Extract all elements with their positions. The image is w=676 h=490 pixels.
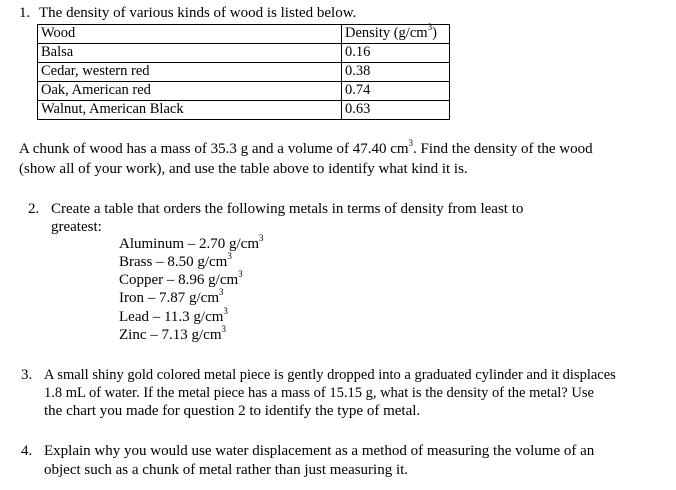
q1-number: 1. [19,5,31,21]
wood-density: 0.16 [342,44,450,63]
q2-line2: greatest: [51,219,102,235]
table-row [38,44,450,63]
q4-number: 4. [21,443,33,459]
metal-lead: Lead – 11.3 $g/cm^3$ [119,306,228,325]
q3-line2: 1.8 mL of water. If the metal piece has a mass of 15.15 g, what is the density of the metal? Use [44,385,594,401]
table-row [38,82,450,101]
q1-problem-line2: (show all of your work), and use the table above to identify what kind it is. [19,161,468,177]
metal-brass: Brass – 8.50 $g/cm^3$ [119,251,232,270]
wood-name: Walnut, American Black [38,101,342,120]
wood-density-table [37,24,450,120]
header-wood: Wood [38,25,342,44]
q4-line1: Explain why you would use water displacement as a method of measuring the volume of an [44,443,595,459]
q3-number: 3. [21,367,33,383]
wood-density: 0.38 [342,63,450,82]
q2-line1: Create a table that orders the following metals in terms of density from least to [51,201,524,217]
metal-zinc: Zinc – 7.13 $g/cm^3$ [119,324,226,343]
wood-name: Oak, American red [38,82,342,101]
metal-aluminum: Aluminum – 2.70 $g/cm^3$ [119,233,264,252]
metal-iron: Iron – 7.87 $g/cm^3$ [119,287,224,306]
q3-line3: the chart you made for question 2 to identify the type of metal. [44,403,421,419]
wood-name: Cedar, western red [38,63,342,82]
table-row [38,101,450,120]
header-density: Density $(g/cm^3)$ [342,25,450,44]
q4-line2: object such as a chunk of metal rather than just measuring it. [44,462,409,478]
wood-name: Balsa [38,44,342,63]
wood-density: 0.74 [342,82,450,101]
q1-problem-line1: A chunk of wood has a mass of 35.3 g and a volume of 47.40 $cm^3$. Find the density of the wood [19,138,593,157]
q3-line1: A small shiny gold colored metal piece is gently dropped into a graduated cylinder and it displaces [44,367,616,383]
q1-prompt: The density of various kinds of wood is listed below. [39,5,357,21]
q2-number: 2. [28,201,40,217]
table-header-row [38,25,450,44]
metal-copper: Copper – 8.96 $g/cm^3$ [119,269,243,288]
table-row [38,63,450,82]
wood-density: 0.63 [342,101,450,120]
